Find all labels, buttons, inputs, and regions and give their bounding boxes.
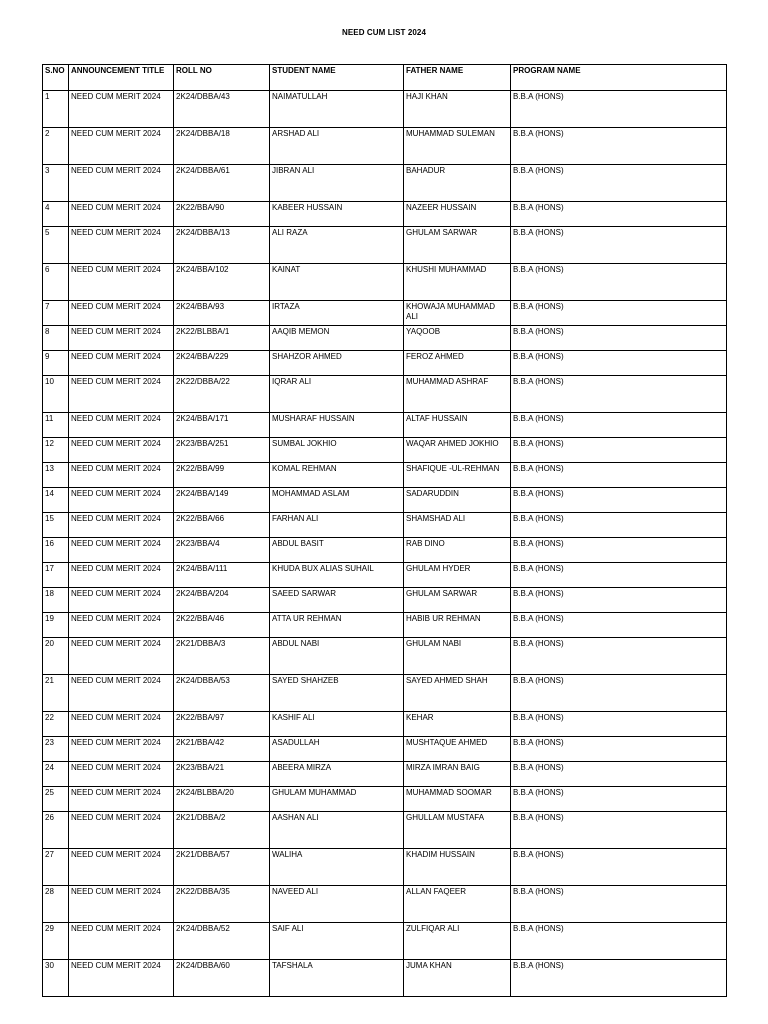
table-row bbox=[43, 326, 727, 351]
cell-student-name: KASHIF ALI bbox=[270, 712, 404, 737]
need-cum-list-table bbox=[42, 64, 727, 997]
table-row bbox=[43, 960, 727, 997]
cell-father-name: HABIB UR REHMAN bbox=[404, 613, 511, 638]
cell-announcement-title: NEED CUM MERIT 2024 bbox=[69, 588, 174, 613]
cell-student-name: MUSHARAF HUSSAIN bbox=[270, 413, 404, 438]
cell-announcement-title: NEED CUM MERIT 2024 bbox=[69, 563, 174, 588]
cell-student-name: IRTAZA bbox=[270, 301, 404, 326]
cell-father-name: SHAMSHAD ALI bbox=[404, 513, 511, 538]
cell-sno: 4 bbox=[43, 202, 69, 227]
cell-father-name: ALTAF HUSSAIN bbox=[404, 413, 511, 438]
header-announcement-title: ANNOUNCEMENT TITLE bbox=[69, 65, 174, 91]
cell-student-name: AASHAN ALI bbox=[270, 812, 404, 849]
cell-father-name: NAZEER HUSSAIN bbox=[404, 202, 511, 227]
cell-announcement-title: NEED CUM MERIT 2024 bbox=[69, 513, 174, 538]
cell-announcement-title: NEED CUM MERIT 2024 bbox=[69, 463, 174, 488]
page-title: NEED CUM LIST 2024 bbox=[341, 28, 427, 37]
cell-roll-no: 2K21/DBBA/3 bbox=[174, 638, 270, 675]
cell-program-name: B.B.A (HONS) bbox=[511, 513, 727, 538]
cell-program-name: B.B.A (HONS) bbox=[511, 301, 727, 326]
cell-roll-no: 2K24/BBA/204 bbox=[174, 588, 270, 613]
cell-program-name: B.B.A (HONS) bbox=[511, 613, 727, 638]
cell-announcement-title: NEED CUM MERIT 2024 bbox=[69, 787, 174, 812]
cell-program-name: B.B.A (HONS) bbox=[511, 960, 727, 997]
cell-roll-no: 2K24/BBA/149 bbox=[174, 488, 270, 513]
cell-sno: 25 bbox=[43, 787, 69, 812]
cell-roll-no: 2K24/DBBA/60 bbox=[174, 960, 270, 997]
cell-program-name: B.B.A (HONS) bbox=[511, 326, 727, 351]
cell-father-name: SHAFIQUE -UL-REHMAN bbox=[404, 463, 511, 488]
cell-program-name: B.B.A (HONS) bbox=[511, 376, 727, 413]
cell-sno: 24 bbox=[43, 762, 69, 787]
cell-roll-no: 2K22/BBA/90 bbox=[174, 202, 270, 227]
cell-father-name: HAJI KHAN bbox=[404, 91, 511, 128]
cell-program-name: B.B.A (HONS) bbox=[511, 923, 727, 960]
cell-program-name: B.B.A (HONS) bbox=[511, 413, 727, 438]
cell-father-name: KEHAR bbox=[404, 712, 511, 737]
table-row bbox=[43, 264, 727, 301]
cell-program-name: B.B.A (HONS) bbox=[511, 737, 727, 762]
cell-student-name: ABDUL NABI bbox=[270, 638, 404, 675]
cell-program-name: B.B.A (HONS) bbox=[511, 886, 727, 923]
cell-sno: 1 bbox=[43, 91, 69, 128]
cell-father-name: GHULLAM MUSTAFA bbox=[404, 812, 511, 849]
cell-program-name: B.B.A (HONS) bbox=[511, 202, 727, 227]
cell-program-name: B.B.A (HONS) bbox=[511, 128, 727, 165]
cell-father-name: YAQOOB bbox=[404, 326, 511, 351]
cell-sno: 15 bbox=[43, 513, 69, 538]
cell-student-name: TAFSHALA bbox=[270, 960, 404, 997]
cell-student-name: ALI RAZA bbox=[270, 227, 404, 264]
table-row bbox=[43, 128, 727, 165]
cell-sno: 14 bbox=[43, 488, 69, 513]
cell-father-name: KHUSHI MUHAMMAD bbox=[404, 264, 511, 301]
cell-roll-no: 2K24/DBBA/43 bbox=[174, 91, 270, 128]
header-roll-no: ROLL NO bbox=[174, 65, 270, 91]
cell-program-name: B.B.A (HONS) bbox=[511, 91, 727, 128]
cell-father-name: SAYED AHMED SHAH bbox=[404, 675, 511, 712]
cell-program-name: B.B.A (HONS) bbox=[511, 351, 727, 376]
cell-sno: 5 bbox=[43, 227, 69, 264]
cell-sno: 3 bbox=[43, 165, 69, 202]
cell-announcement-title: NEED CUM MERIT 2024 bbox=[69, 376, 174, 413]
cell-roll-no: 2K24/BLBBA/20 bbox=[174, 787, 270, 812]
table-row bbox=[43, 563, 727, 588]
cell-announcement-title: NEED CUM MERIT 2024 bbox=[69, 923, 174, 960]
table-row bbox=[43, 812, 727, 849]
cell-program-name: B.B.A (HONS) bbox=[511, 712, 727, 737]
table-row bbox=[43, 488, 727, 513]
cell-announcement-title: NEED CUM MERIT 2024 bbox=[69, 849, 174, 886]
cell-father-name: FEROZ AHMED bbox=[404, 351, 511, 376]
cell-father-name: SADARUDDIN bbox=[404, 488, 511, 513]
cell-program-name: B.B.A (HONS) bbox=[511, 812, 727, 849]
cell-student-name: ABEERA MIRZA bbox=[270, 762, 404, 787]
table-row bbox=[43, 376, 727, 413]
cell-roll-no: 2K24/BBA/93 bbox=[174, 301, 270, 326]
cell-program-name: B.B.A (HONS) bbox=[511, 227, 727, 264]
cell-father-name: BAHADUR bbox=[404, 165, 511, 202]
cell-father-name: MUHAMMAD SULEMAN bbox=[404, 128, 511, 165]
table-row bbox=[43, 202, 727, 227]
cell-announcement-title: NEED CUM MERIT 2024 bbox=[69, 326, 174, 351]
cell-father-name: GHULAM NABI bbox=[404, 638, 511, 675]
cell-program-name: B.B.A (HONS) bbox=[511, 787, 727, 812]
cell-father-name: JUMA KHAN bbox=[404, 960, 511, 997]
cell-program-name: B.B.A (HONS) bbox=[511, 675, 727, 712]
cell-sno: 16 bbox=[43, 538, 69, 563]
cell-announcement-title: NEED CUM MERIT 2024 bbox=[69, 762, 174, 787]
header-student-name: STUDENT NAME bbox=[270, 65, 404, 91]
cell-program-name: B.B.A (HONS) bbox=[511, 488, 727, 513]
table-row bbox=[43, 351, 727, 376]
cell-student-name: KOMAL REHMAN bbox=[270, 463, 404, 488]
cell-announcement-title: NEED CUM MERIT 2024 bbox=[69, 488, 174, 513]
cell-student-name: KHUDA BUX ALIAS SUHAIL bbox=[270, 563, 404, 588]
cell-sno: 19 bbox=[43, 613, 69, 638]
cell-sno: 29 bbox=[43, 923, 69, 960]
cell-program-name: B.B.A (HONS) bbox=[511, 264, 727, 301]
table-row bbox=[43, 787, 727, 812]
cell-student-name: SAEED SARWAR bbox=[270, 588, 404, 613]
cell-roll-no: 2K22/BBA/97 bbox=[174, 712, 270, 737]
cell-father-name: KHADIM HUSSAIN bbox=[404, 849, 511, 886]
cell-announcement-title: NEED CUM MERIT 2024 bbox=[69, 301, 174, 326]
cell-sno: 9 bbox=[43, 351, 69, 376]
cell-father-name: MUHAMMAD ASHRAF bbox=[404, 376, 511, 413]
table-row bbox=[43, 613, 727, 638]
cell-sno: 28 bbox=[43, 886, 69, 923]
cell-father-name: MUSHTAQUE AHMED bbox=[404, 737, 511, 762]
cell-roll-no: 2K21/DBBA/57 bbox=[174, 849, 270, 886]
cell-student-name: SAIF ALI bbox=[270, 923, 404, 960]
cell-program-name: B.B.A (HONS) bbox=[511, 165, 727, 202]
cell-roll-no: 2K22/BBA/46 bbox=[174, 613, 270, 638]
cell-announcement-title: NEED CUM MERIT 2024 bbox=[69, 202, 174, 227]
table-row bbox=[43, 438, 727, 463]
table-row bbox=[43, 463, 727, 488]
cell-student-name: KAINAT bbox=[270, 264, 404, 301]
cell-roll-no: 2K24/BBA/229 bbox=[174, 351, 270, 376]
table-row bbox=[43, 538, 727, 563]
cell-father-name: RAB DINO bbox=[404, 538, 511, 563]
cell-announcement-title: NEED CUM MERIT 2024 bbox=[69, 712, 174, 737]
table-row bbox=[43, 886, 727, 923]
cell-announcement-title: NEED CUM MERIT 2024 bbox=[69, 675, 174, 712]
cell-announcement-title: NEED CUM MERIT 2024 bbox=[69, 128, 174, 165]
cell-roll-no: 2K24/BBA/111 bbox=[174, 563, 270, 588]
cell-sno: 26 bbox=[43, 812, 69, 849]
table-row bbox=[43, 923, 727, 960]
cell-father-name: GHULAM HYDER bbox=[404, 563, 511, 588]
cell-student-name: ARSHAD ALI bbox=[270, 128, 404, 165]
table-body bbox=[43, 91, 727, 997]
cell-roll-no: 2K24/DBBA/52 bbox=[174, 923, 270, 960]
cell-father-name: GHULAM SARWAR bbox=[404, 588, 511, 613]
table-header-row bbox=[43, 65, 727, 91]
cell-roll-no: 2K21/BBA/42 bbox=[174, 737, 270, 762]
cell-announcement-title: NEED CUM MERIT 2024 bbox=[69, 886, 174, 923]
cell-roll-no: 2K24/BBA/171 bbox=[174, 413, 270, 438]
cell-roll-no: 2K23/BBA/4 bbox=[174, 538, 270, 563]
cell-student-name: SAYED SHAHZEB bbox=[270, 675, 404, 712]
cell-father-name: KHOWAJA MUHAMMAD ALI bbox=[404, 301, 511, 326]
table-row bbox=[43, 762, 727, 787]
cell-program-name: B.B.A (HONS) bbox=[511, 849, 727, 886]
cell-roll-no: 2K24/DBBA/61 bbox=[174, 165, 270, 202]
cell-roll-no: 2K23/BBA/21 bbox=[174, 762, 270, 787]
cell-announcement-title: NEED CUM MERIT 2024 bbox=[69, 165, 174, 202]
cell-father-name: GHULAM SARWAR bbox=[404, 227, 511, 264]
cell-father-name: ALLAN FAQEER bbox=[404, 886, 511, 923]
header-sno: S.NO bbox=[43, 65, 69, 91]
cell-announcement-title: NEED CUM MERIT 2024 bbox=[69, 960, 174, 997]
cell-father-name: ZULFIQAR ALI bbox=[404, 923, 511, 960]
cell-roll-no: 2K22/DBBA/35 bbox=[174, 886, 270, 923]
cell-sno: 27 bbox=[43, 849, 69, 886]
cell-sno: 13 bbox=[43, 463, 69, 488]
cell-sno: 23 bbox=[43, 737, 69, 762]
cell-student-name: MOHAMMAD ASLAM bbox=[270, 488, 404, 513]
cell-announcement-title: NEED CUM MERIT 2024 bbox=[69, 538, 174, 563]
cell-roll-no: 2K22/BLBBA/1 bbox=[174, 326, 270, 351]
cell-roll-no: 2K22/BBA/66 bbox=[174, 513, 270, 538]
cell-student-name: SUMBAL JOKHIO bbox=[270, 438, 404, 463]
cell-sno: 17 bbox=[43, 563, 69, 588]
cell-roll-no: 2K24/BBA/102 bbox=[174, 264, 270, 301]
cell-sno: 18 bbox=[43, 588, 69, 613]
cell-father-name: MUHAMMAD SOOMAR bbox=[404, 787, 511, 812]
cell-roll-no: 2K24/DBBA/53 bbox=[174, 675, 270, 712]
cell-sno: 11 bbox=[43, 413, 69, 438]
table-row bbox=[43, 165, 727, 202]
cell-announcement-title: NEED CUM MERIT 2024 bbox=[69, 413, 174, 438]
cell-program-name: B.B.A (HONS) bbox=[511, 463, 727, 488]
cell-roll-no: 2K23/BBA/251 bbox=[174, 438, 270, 463]
cell-sno: 6 bbox=[43, 264, 69, 301]
cell-student-name: JIBRAN ALI bbox=[270, 165, 404, 202]
cell-student-name: FARHAN ALI bbox=[270, 513, 404, 538]
cell-program-name: B.B.A (HONS) bbox=[511, 563, 727, 588]
cell-announcement-title: NEED CUM MERIT 2024 bbox=[69, 91, 174, 128]
cell-announcement-title: NEED CUM MERIT 2024 bbox=[69, 812, 174, 849]
table-row bbox=[43, 712, 727, 737]
cell-roll-no: 2K22/DBBA/22 bbox=[174, 376, 270, 413]
cell-student-name: WALIHA bbox=[270, 849, 404, 886]
cell-student-name: GHULAM MUHAMMAD bbox=[270, 787, 404, 812]
cell-announcement-title: NEED CUM MERIT 2024 bbox=[69, 264, 174, 301]
cell-student-name: KABEER HUSSAIN bbox=[270, 202, 404, 227]
cell-program-name: B.B.A (HONS) bbox=[511, 538, 727, 563]
cell-sno: 7 bbox=[43, 301, 69, 326]
table-row bbox=[43, 588, 727, 613]
cell-roll-no: 2K21/DBBA/2 bbox=[174, 812, 270, 849]
cell-sno: 21 bbox=[43, 675, 69, 712]
cell-roll-no: 2K24/DBBA/13 bbox=[174, 227, 270, 264]
cell-sno: 12 bbox=[43, 438, 69, 463]
cell-student-name: ABDUL BASIT bbox=[270, 538, 404, 563]
cell-student-name: SHAHZOR AHMED bbox=[270, 351, 404, 376]
table-row bbox=[43, 91, 727, 128]
cell-student-name: NAVEED ALI bbox=[270, 886, 404, 923]
cell-student-name: ATTA UR REHMAN bbox=[270, 613, 404, 638]
header-father-name: FATHER NAME bbox=[404, 65, 511, 91]
cell-sno: 22 bbox=[43, 712, 69, 737]
table-row bbox=[43, 301, 727, 326]
cell-roll-no: 2K24/DBBA/18 bbox=[174, 128, 270, 165]
cell-student-name: AAQIB MEMON bbox=[270, 326, 404, 351]
cell-father-name: MIRZA IMRAN BAIG bbox=[404, 762, 511, 787]
cell-sno: 30 bbox=[43, 960, 69, 997]
cell-student-name: ASADULLAH bbox=[270, 737, 404, 762]
cell-program-name: B.B.A (HONS) bbox=[511, 762, 727, 787]
cell-roll-no: 2K22/BBA/99 bbox=[174, 463, 270, 488]
cell-announcement-title: NEED CUM MERIT 2024 bbox=[69, 737, 174, 762]
cell-father-name: WAQAR AHMED JOKHIO bbox=[404, 438, 511, 463]
table-row bbox=[43, 737, 727, 762]
cell-sno: 20 bbox=[43, 638, 69, 675]
table-row bbox=[43, 849, 727, 886]
cell-announcement-title: NEED CUM MERIT 2024 bbox=[69, 613, 174, 638]
cell-sno: 10 bbox=[43, 376, 69, 413]
cell-announcement-title: NEED CUM MERIT 2024 bbox=[69, 438, 174, 463]
cell-program-name: B.B.A (HONS) bbox=[511, 588, 727, 613]
table-row bbox=[43, 675, 727, 712]
cell-program-name: B.B.A (HONS) bbox=[511, 638, 727, 675]
table-row bbox=[43, 513, 727, 538]
cell-student-name: IQRAR ALI bbox=[270, 376, 404, 413]
cell-announcement-title: NEED CUM MERIT 2024 bbox=[69, 351, 174, 376]
table-row bbox=[43, 227, 727, 264]
cell-program-name: B.B.A (HONS) bbox=[511, 438, 727, 463]
cell-sno: 2 bbox=[43, 128, 69, 165]
header-program-name: PROGRAM NAME bbox=[511, 65, 727, 91]
table-row bbox=[43, 413, 727, 438]
cell-announcement-title: NEED CUM MERIT 2024 bbox=[69, 227, 174, 264]
cell-sno: 8 bbox=[43, 326, 69, 351]
cell-student-name: NAIMATULLAH bbox=[270, 91, 404, 128]
cell-announcement-title: NEED CUM MERIT 2024 bbox=[69, 638, 174, 675]
table-row bbox=[43, 638, 727, 675]
